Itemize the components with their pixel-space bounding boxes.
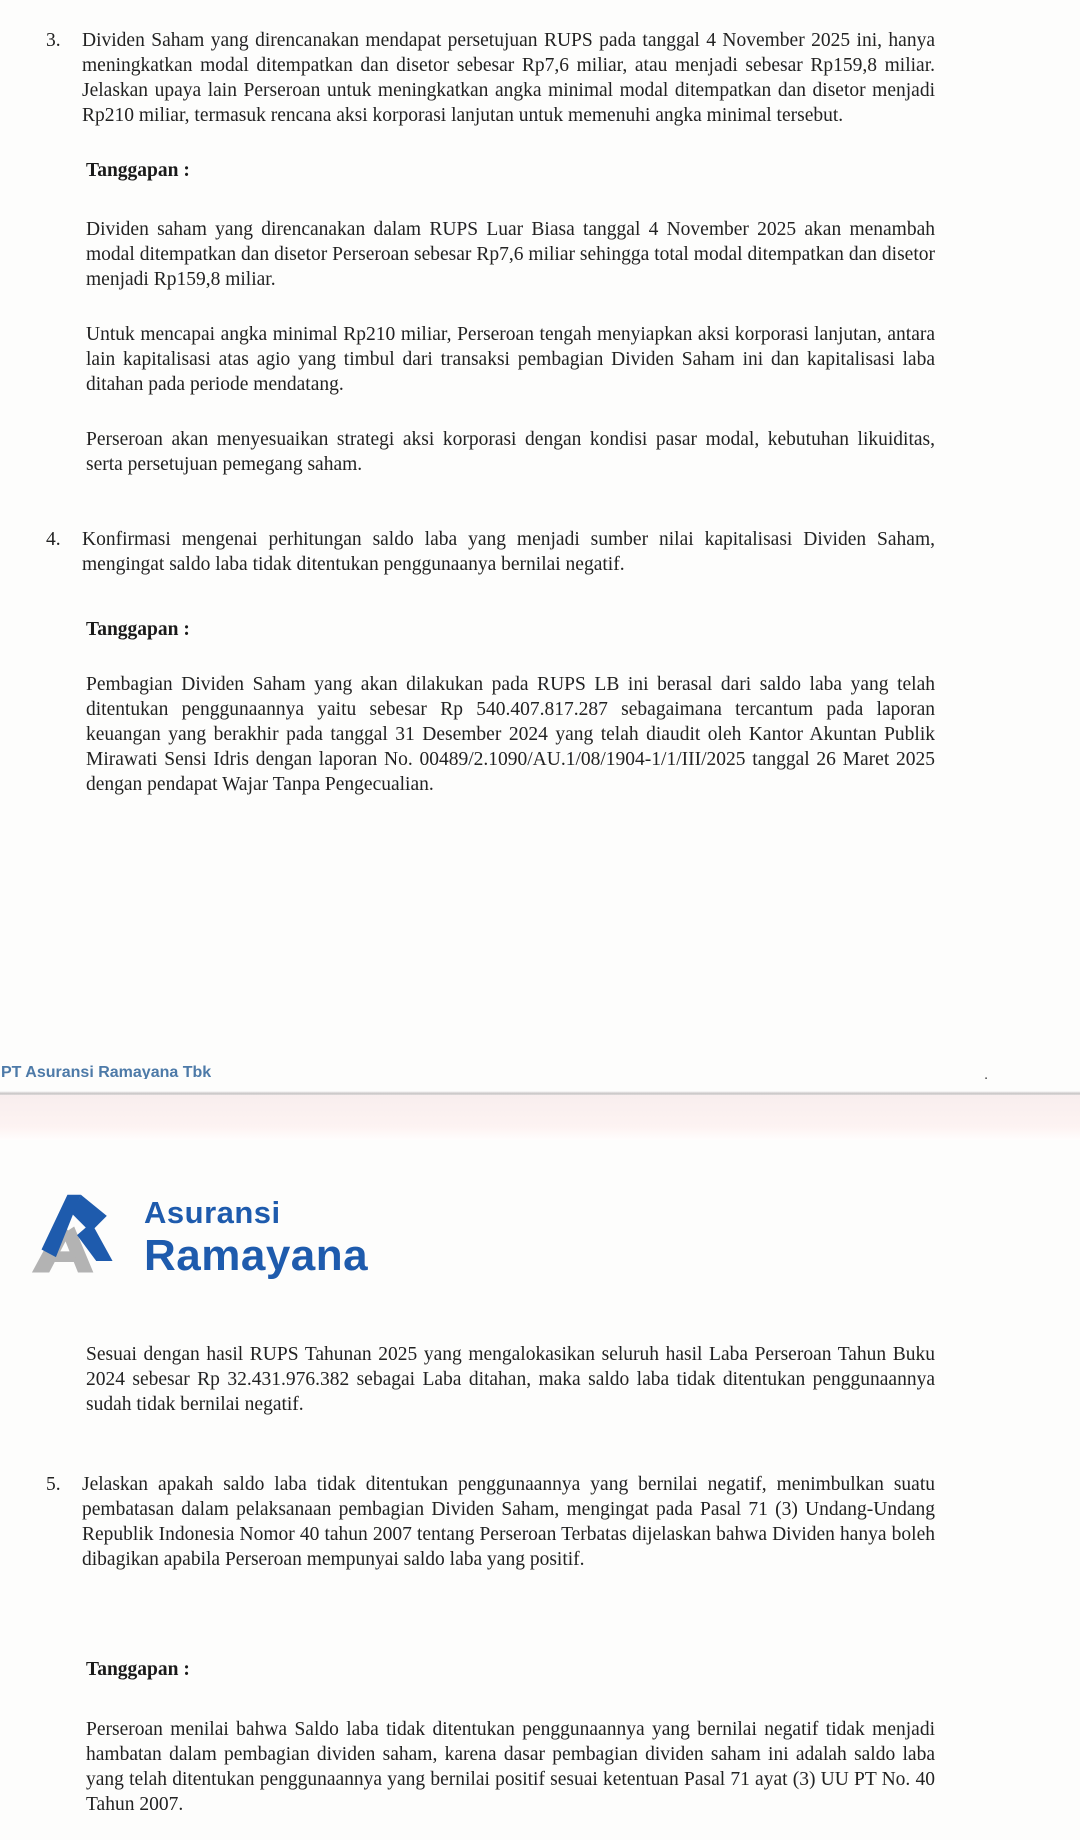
question-item-5: [46, 1472, 935, 1572]
response-paragraph: Dividen saham yang direncanakan dalam RUPS Luar Biasa tanggal 4 November 2025 akan menambah modal ditempatkan dan disetor Perseroan sebesar Rp7,6 miliar sehingga total modal ditempatkan dan disetor menjadi Rp159,8 miliar.: [86, 219, 935, 290]
logo-text-asuransi: Asuransi: [144, 1195, 281, 1230]
item-number: 5.: [46, 1474, 61, 1495]
item-number: 4.: [46, 529, 61, 550]
tanggapan-heading-3: Tanggapan :: [86, 160, 190, 181]
logo-text-ramayana: Ramayana: [144, 1231, 369, 1280]
response-paragraph: Untuk mencapai angka minimal Rp210 miliar, Perseroan tengah menyiapkan aksi korporasi lanjutan, antara lain kapitalisasi atas agio yang timbul dari transaksi pembagian Dividen Saham ini dan kapitalisasi laba ditahan pada periode mendatang.: [86, 324, 935, 395]
response-paragraph: Perseroan akan menyesuaikan strategi aksi korporasi dengan kondisi pasar modal, kebutuhan likuiditas, serta persetujuan pemegang saham.: [86, 429, 935, 475]
tanggapan-heading-5: Tanggapan :: [86, 1659, 190, 1680]
page-number-mark: .: [984, 1066, 989, 1083]
item-number: 3.: [46, 30, 61, 51]
page-footer-company: PT Asuransi Ramayana Tbk: [1, 1064, 212, 1079]
question-item-3: [46, 28, 935, 128]
response-paragraph: Perseroan menilai bahwa Saldo laba tidak ditentukan penggunaannya yang bernilai negatif tidak menjadi hambatan dalam pembagian dividen saham, karena dasar pembagian dividen saham ini adalah saldo laba yang telah ditentukan penggunaannya yang bernilai positif sesuai ketentuan Pasal 71 ayat (3) UU PT No. 40 Tahun 2007.: [86, 1719, 935, 1815]
company-logo: [30, 1184, 935, 1290]
page-gap-band: [0, 1095, 1080, 1140]
asuransi-ramayana-logo-icon: [30, 1184, 126, 1290]
response-paragraph: Pembagian Dividen Saham yang akan dilakukan pada RUPS LB ini berasal dari saldo laba yang telah ditentukan penggunaannya yaitu sebesar Rp 540.407.817.287 sebagaimana tercantum pada laporan keuangan yang berakhir pada tanggal 31 Desember 2024 yang telah diaudit oleh Kantor Akuntan Publik Mirawati Sensi Idris dengan laporan No. 00489/2.1090/AU.1/08/1904-1/1/III/2025 tanggal 26 Maret 2025 dengan pendapat Wajar Tanpa Pengecualian.: [86, 674, 935, 795]
page-break-divider: [0, 1091, 1080, 1140]
response-paragraph-continued: Sesuai dengan hasil RUPS Tahunan 2025 yang mengalokasikan seluruh hasil Laba Perseroan Tahun Buku 2024 sebesar Rp 32.431.976.382 sebagai Laba ditahan, maka saldo laba tidak ditentukan penggunaannya sudah tidak bernilai negatif.: [86, 1344, 935, 1415]
item-text: Konfirmasi mengenai perhitungan saldo laba yang menjadi sumber nilai kapitalisasi Dividen Saham, mengingat saldo laba tidak ditentukan penggunaanya bernilai negatif.: [82, 529, 935, 575]
question-item-4: [46, 527, 935, 577]
logo-wordmark: [144, 1196, 368, 1280]
item-text: Dividen Saham yang direncanakan mendapat persetujuan RUPS pada tanggal 4 November 2025 ini, hanya meningkatkan modal ditempatkan dan disetor sebesar Rp7,6 miliar, atau menjadi sebesar Rp159,8 miliar. Jelaskan upaya lain Perseroan untuk meningkatkan angka minimal modal ditempatkan dan disetor menjadi Rp210 miliar, termasuk rencana aksi korporasi lanjutan untuk memenuhi angka minimal tersebut.: [82, 30, 935, 126]
item-text: Jelaskan apakah saldo laba tidak ditentukan penggunaannya yang bernilai negatif, menimbulkan suatu pembatasan dalam pelaksanaan pembagian Dividen Saham, mengingat pada Pasal 71 (3) Undang-Undang Republik Indonesia Nomor 40 tahun 2007 tentang Perseroan Terbatas dijelaskan bahwa Dividen hanya boleh dibagikan apabila Perseroan mempunyai saldo laba yang positif.: [82, 1474, 935, 1570]
tanggapan-heading-4: Tanggapan :: [86, 619, 190, 640]
document-page-2: [0, 1184, 1080, 1817]
